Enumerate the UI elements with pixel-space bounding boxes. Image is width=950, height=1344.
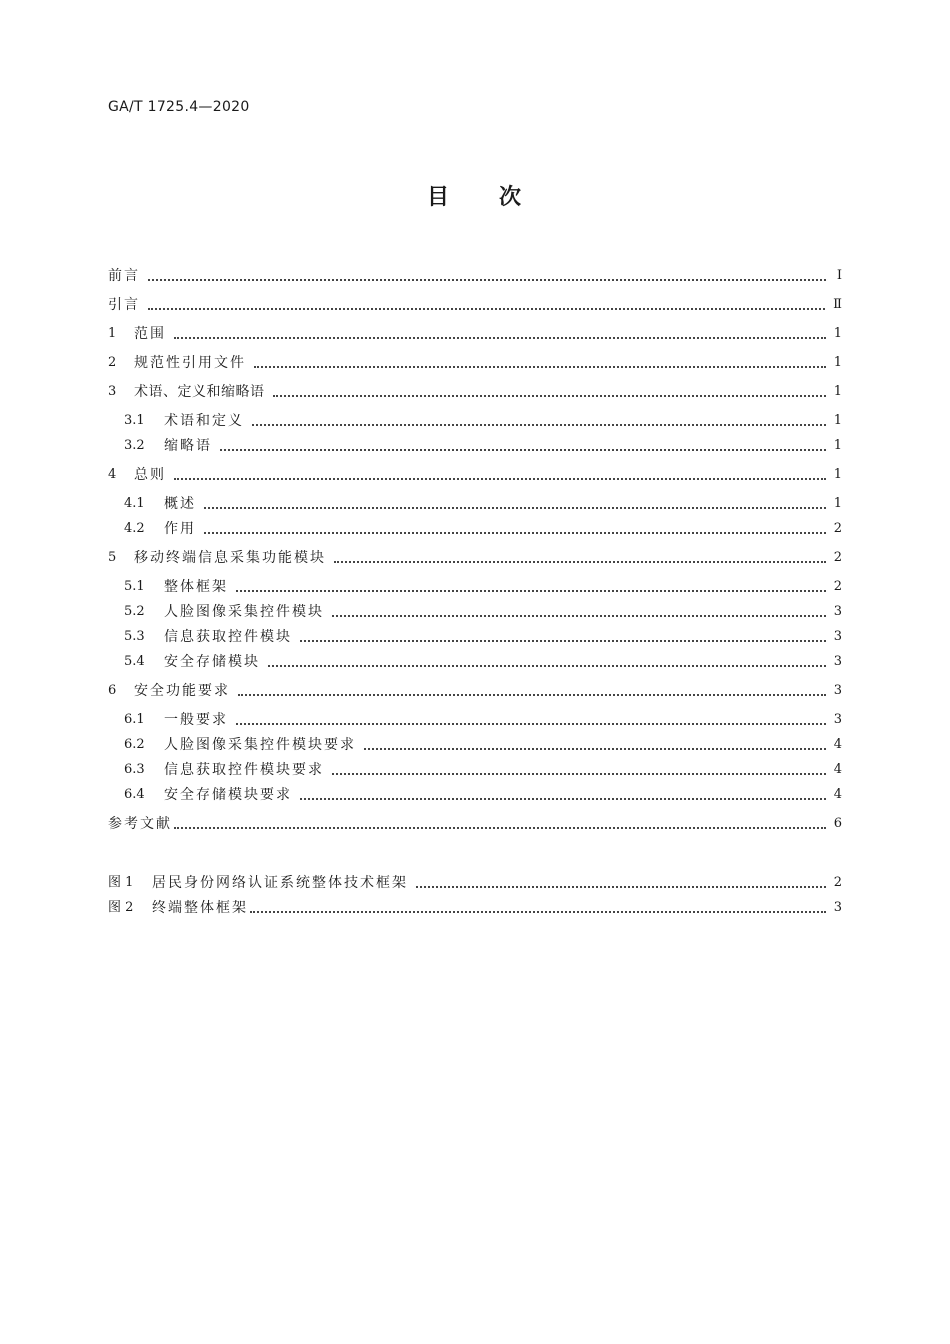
toc-entry-label: 术语、定义和缩略语 <box>134 384 265 400</box>
toc-entry-page: 4 <box>833 762 842 777</box>
toc-entry-page: 1 <box>833 384 842 399</box>
toc-entry-number: 2 <box>108 355 117 370</box>
toc-entry-1[interactable] <box>108 316 842 345</box>
toc-entry-number: 4 <box>108 467 117 482</box>
dot-leader <box>364 748 826 750</box>
dot-leader <box>238 694 826 696</box>
toc-entry-3-1[interactable] <box>108 403 842 432</box>
toc-entry-label: 整体框架 <box>164 579 228 595</box>
figure-number: 图 2 <box>108 900 134 915</box>
toc-entry-label: 安全存储模块 <box>164 654 260 670</box>
toc-entry-label: 范围 <box>134 326 166 342</box>
toc-entry-page: Ⅰ <box>836 268 842 283</box>
toc-entry-page: 1 <box>833 496 842 511</box>
dot-leader <box>416 886 826 888</box>
toc-entry-page: 2 <box>833 521 842 536</box>
toc-entry-3-2[interactable] <box>108 432 842 457</box>
toc-entry-6-2[interactable] <box>108 731 842 756</box>
toc-entry-4[interactable] <box>108 457 842 486</box>
toc-entry-label: 安全功能要求 <box>134 683 230 699</box>
toc-entry-label: 参考文献 <box>108 816 172 832</box>
document-code: GA/T 1725.4—2020 <box>108 99 250 115</box>
figure-label: 居民身份网络认证系统整体技术框架 <box>152 875 408 891</box>
toc-entry-page: 1 <box>833 467 842 482</box>
toc-entry-page: 4 <box>833 787 842 802</box>
page-title <box>0 180 950 211</box>
toc-entry-label: 缩略语 <box>164 438 212 454</box>
toc-entry-number: 5.4 <box>124 654 145 669</box>
toc-entry-number: 4.2 <box>124 521 145 536</box>
dot-leader <box>174 827 826 829</box>
dot-leader <box>252 424 826 426</box>
toc-entry-2[interactable] <box>108 345 842 374</box>
toc-entry-page: 1 <box>833 413 842 428</box>
toc-entry-page: 2 <box>833 550 842 565</box>
title-part-1: 目 <box>426 185 451 210</box>
dot-leader <box>332 615 826 617</box>
toc-entry-page: 2 <box>833 579 842 594</box>
dot-leader <box>236 723 826 725</box>
dot-leader <box>332 773 826 775</box>
section-spacer <box>108 835 842 865</box>
toc-entry-page: 3 <box>833 604 842 619</box>
toc-entry-5-1[interactable] <box>108 569 842 598</box>
dot-leader <box>300 640 826 642</box>
toc-entry-number: 1 <box>108 326 117 341</box>
toc-entry-5-2[interactable] <box>108 598 842 623</box>
toc-entry-page: 4 <box>833 737 842 752</box>
figure-label: 终端整体框架 <box>152 900 248 916</box>
toc-entry-label: 安全存储模块要求 <box>164 787 292 803</box>
dot-leader <box>174 478 826 480</box>
toc-entry-page: 3 <box>833 712 842 727</box>
toc-entry-number: 5 <box>108 550 117 565</box>
toc-entry-number: 4.1 <box>124 496 145 511</box>
toc-list <box>108 258 842 919</box>
toc-entry-label: 一般要求 <box>164 712 228 728</box>
toc-entry-number: 5.2 <box>124 604 145 619</box>
toc-entry-6-4[interactable] <box>108 781 842 806</box>
dot-leader <box>254 366 826 368</box>
dot-leader <box>148 279 826 281</box>
toc-entry-label: 术语和定义 <box>164 413 244 429</box>
figure-page: 3 <box>833 900 842 915</box>
toc-entry-label: 信息获取控件模块要求 <box>164 762 324 778</box>
toc-entry-page: 1 <box>833 326 842 341</box>
toc-entry-number: 5.3 <box>124 629 145 644</box>
figure-entry-2[interactable] <box>108 894 842 919</box>
toc-entry-number: 6.1 <box>124 712 145 727</box>
toc-entry-page: 1 <box>833 438 842 453</box>
toc-entry-page: 1 <box>833 355 842 370</box>
toc-entry-label: 引言 <box>108 297 140 313</box>
dot-leader <box>268 665 826 667</box>
figure-number: 图 1 <box>108 875 134 890</box>
dot-leader <box>300 798 826 800</box>
toc-entry-foreword[interactable] <box>108 258 842 287</box>
toc-entry-label: 人脸图像采集控件模块 <box>164 604 324 620</box>
toc-entry-3[interactable] <box>108 374 842 403</box>
toc-entry-label: 概述 <box>164 496 196 512</box>
toc-entry-5[interactable] <box>108 540 842 569</box>
dot-leader <box>334 561 826 563</box>
toc-entry-4-2[interactable] <box>108 515 842 540</box>
toc-entry-5-3[interactable] <box>108 623 842 648</box>
toc-entry-page: Ⅱ <box>833 297 842 312</box>
figure-page: 2 <box>833 875 842 890</box>
toc-entry-number: 6.2 <box>124 737 145 752</box>
toc-entry-number: 3 <box>108 384 117 399</box>
toc-entry-bibliography[interactable] <box>108 806 842 835</box>
toc-entry-label: 作用 <box>164 521 196 537</box>
toc-entry-number: 6.4 <box>124 787 145 802</box>
toc-entry-page: 6 <box>833 816 842 831</box>
toc-entry-6-1[interactable] <box>108 702 842 731</box>
toc-entry-label: 人脸图像采集控件模块要求 <box>164 737 356 753</box>
toc-entry-page: 3 <box>833 683 842 698</box>
toc-entry-label: 规范性引用文件 <box>134 355 246 371</box>
dot-leader <box>236 590 826 592</box>
toc-entry-4-1[interactable] <box>108 486 842 515</box>
toc-entry-number: 3.2 <box>124 438 145 453</box>
toc-entry-page: 3 <box>833 654 842 669</box>
toc-entry-label: 移动终端信息采集功能模块 <box>134 550 326 566</box>
dot-leader <box>273 395 826 397</box>
toc-entry-label: 前言 <box>108 268 140 284</box>
toc-entry-page: 3 <box>833 629 842 644</box>
dot-leader <box>174 337 826 339</box>
dot-leader <box>204 507 826 509</box>
toc-entry-number: 3.1 <box>124 413 145 428</box>
toc-entry-5-4[interactable] <box>108 648 842 673</box>
toc-entry-label: 信息获取控件模块 <box>164 629 292 645</box>
dot-leader <box>250 911 826 913</box>
toc-entry-6-3[interactable] <box>108 756 842 781</box>
toc-entry-label: 总则 <box>134 467 166 483</box>
toc-entry-introduction[interactable] <box>108 287 842 316</box>
dot-leader <box>204 532 826 534</box>
title-part-2: 次 <box>499 185 524 210</box>
dot-leader <box>148 308 825 310</box>
toc-entry-number: 5.1 <box>124 579 145 594</box>
figure-entry-1[interactable] <box>108 865 842 894</box>
toc-entry-6[interactable] <box>108 673 842 702</box>
dot-leader <box>220 449 826 451</box>
toc-entry-number: 6 <box>108 683 117 698</box>
toc-entry-number: 6.3 <box>124 762 145 777</box>
